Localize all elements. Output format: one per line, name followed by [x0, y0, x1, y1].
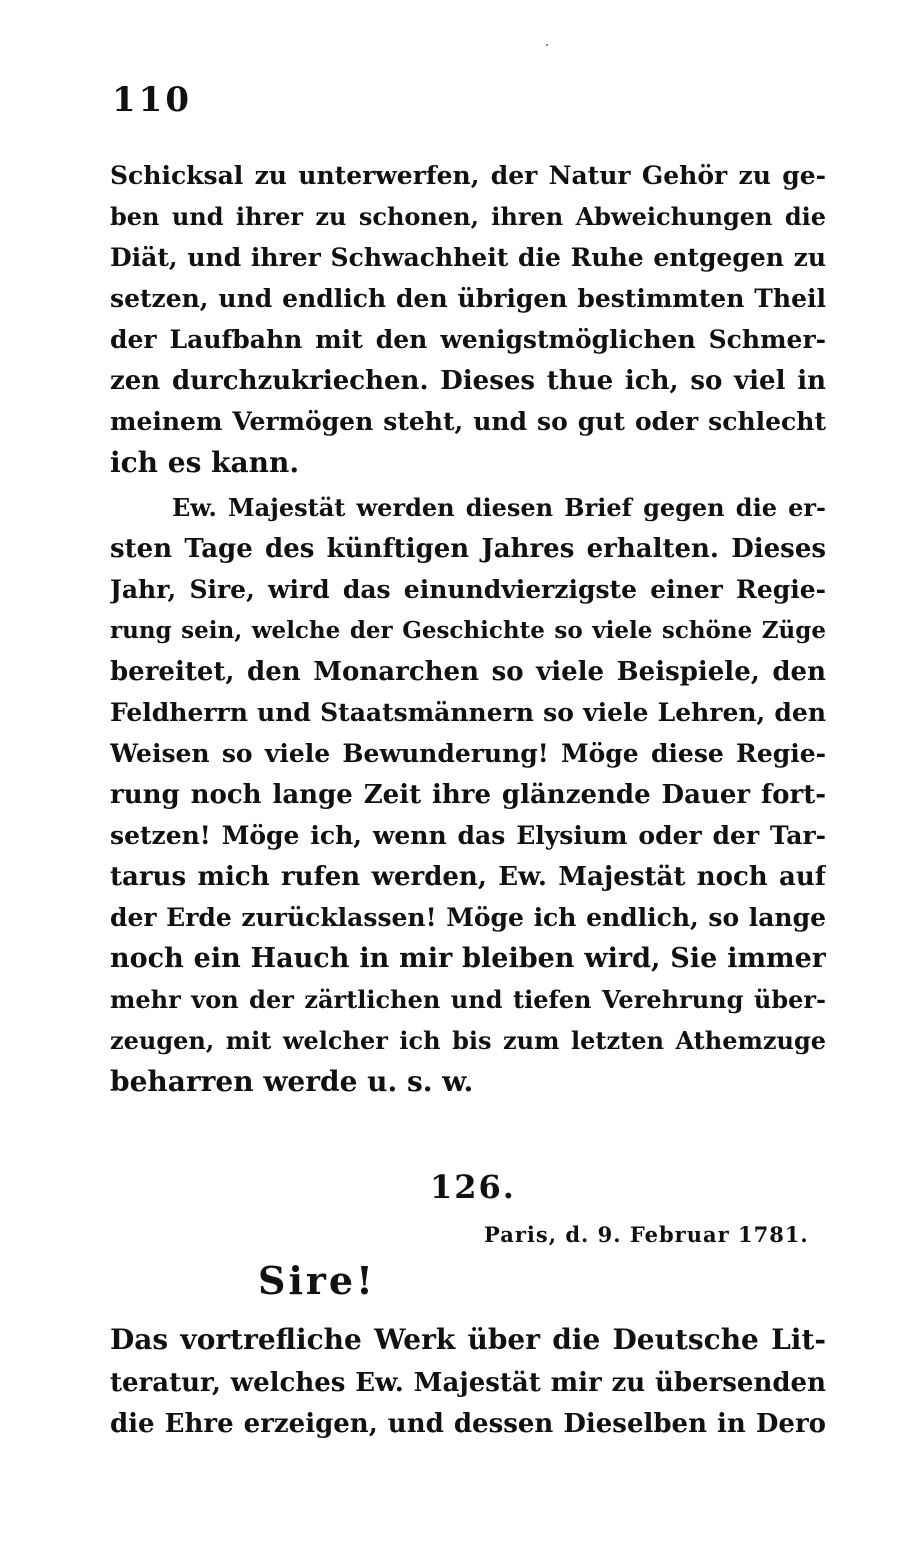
text-line: setzen! Möge ich, wenn das Elysium oder der Tar- — [110, 821, 826, 850]
page-number: 110 — [112, 80, 192, 120]
text-line: ben und ihrer zu schonen, ihren Abweichungen die — [110, 202, 826, 231]
text-line: ich es kann. — [110, 446, 300, 479]
dateline: Paris, d. 9. Februar 1781. — [484, 1222, 809, 1247]
salutation: Sire! — [258, 1258, 376, 1303]
text-line: rung noch lange Zeit ihre glänzende Dauer fort- — [110, 780, 826, 810]
text-line: Diät, und ihrer Schwachheit die Ruhe entgegen zu — [110, 243, 826, 272]
text-line: teratur, welches Ew. Majestät mir zu übersenden — [110, 1368, 826, 1398]
text-line: Jahr, Sire, wird das einundvierzigste einer Regie- — [110, 575, 826, 604]
text-line: Weisen so viele Bewunderung! Möge diese Regie- — [110, 739, 826, 768]
text-line: beharren werde u. s. w. — [110, 1065, 474, 1098]
print-speck — [546, 44, 548, 46]
text-line: meinem Vermögen steht, und so gut oder schlecht — [110, 407, 826, 436]
text-line: Ew. Majestät werden diesen Brief gegen die er- — [172, 493, 826, 522]
text-line: bereitet, den Monarchen so viele Beispiele, den — [110, 657, 826, 687]
text-line: Feldherrn und Staatsmännern so viele Lehren, den — [110, 698, 826, 727]
text-line: der Laufbahn mit den wenigstmöglichen Schmer- — [110, 325, 826, 354]
text-line: der Erde zurücklassen! Möge ich endlich, so lange — [110, 903, 826, 932]
text-line: Schicksal zu unterwerfen, der Natur Gehör zu ge- — [110, 161, 826, 190]
text-line: tarus mich rufen werden, Ew. Majestät noch auf — [110, 862, 826, 892]
text-line: Das vortrefliche Werk über die Deutsche Lit- — [110, 1323, 826, 1356]
text-line: mehr von der zärtlichen und tiefen Verehrung über- — [110, 985, 826, 1014]
text-line: setzen, und endlich den übrigen bestimmten Theil — [110, 284, 826, 313]
text-line: rung sein, welche der Geschichte so viele schöne Züge — [110, 617, 826, 644]
text-line: zen durchzukriechen. Dieses thue ich, so viel in — [110, 366, 826, 396]
text-line: sten Tage des künftigen Jahres erhalten. Dieses — [110, 534, 826, 564]
text-line: die Ehre erzeigen, und dessen Dieselben in Dero — [110, 1409, 826, 1439]
text-line: noch ein Hauch in mir bleiben wird, Sie immer — [110, 943, 826, 974]
text-line: zeugen, mit welcher ich bis zum letzten Athemzuge — [110, 1026, 826, 1055]
letter-number: 126. — [430, 1168, 516, 1206]
